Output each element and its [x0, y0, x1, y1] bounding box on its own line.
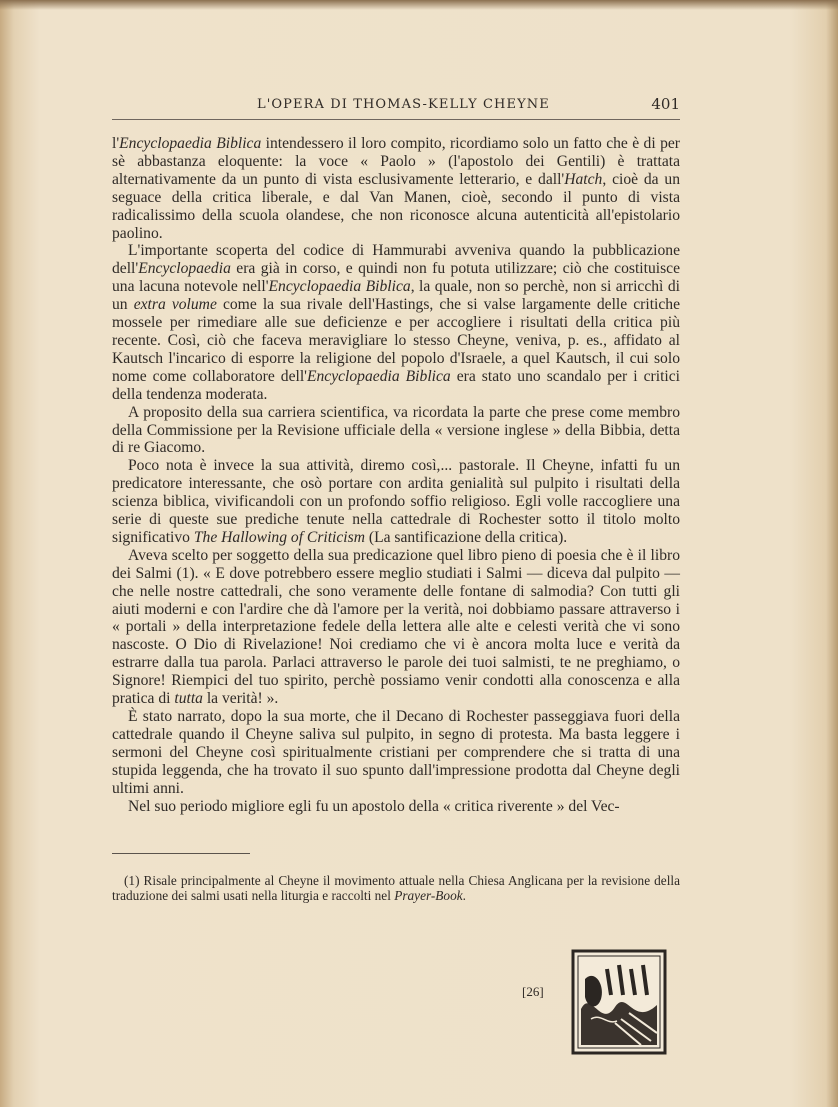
text-run: A proposito della sua carriera scientifica, va ricordata la parte che prese come membro della Commissione per la Revisione ufficiale della « versione inglese » della Bibbia, detta di re Giacomo. — [112, 403, 680, 457]
page-number: 401 — [651, 95, 680, 113]
text-run: (1) Risale principalmente al Cheyne il movimento attuale nella Chiesa Anglicana per la revisione della traduzione dei salmi usati nella liturgia e raccolti nel — [112, 873, 680, 903]
running-title: L'OPERA DI THOMAS-KELLY CHEYNE — [257, 97, 550, 112]
italic-text: Encyclopaedia Biblica — [306, 367, 451, 385]
italic-text: Hatch — [564, 170, 603, 188]
text-run: era stato uno scandalo per i critici della tendenza moderata. — [112, 367, 680, 403]
text-run: , cioè da un seguace della critica liberale, e dal Van Manen, cioè, secondo il punto di vista radicalissimo della scuola olandese, che non riconosce alcuna autenticità all'epistolario paolino. — [112, 170, 680, 242]
paragraph — [112, 242, 680, 403]
text-run: intendessero il loro compito, ricordiamo solo un fatto che è di per sè abbastanza eloquente: la voce « Paolo » (l'apostolo dei Gentili) è trattata alternativamente da un punto di vista esclusivamente letterario, e dall' — [112, 135, 681, 188]
paragraph — [112, 798, 680, 816]
running-header — [112, 95, 680, 120]
italic-text: Encyclopaedia Biblica — [268, 278, 411, 296]
italic-text: Prayer-Book — [394, 888, 463, 903]
text-run: l' — [112, 135, 120, 152]
body-text — [112, 135, 680, 815]
text-run: (La santificazione della critica). — [364, 528, 568, 546]
library-stamp-icon — [571, 949, 667, 1055]
text-run: . — [462, 888, 466, 903]
paragraph — [112, 547, 680, 708]
text-run: Aveva scelto per soggetto della sua predicazione quel libro pieno di poesia che è il libro dei Salmi (1). « E dove potrebbero essere meglio studiati i Salmi — diceva dal pulpito — che nelle nostre cattedrali, che sono veramente delle fontane di salmodia? Con tutti gli aiuti moderni e con l'ardire che dà l'amore per la verità, noi dobbiamo passare attraverso i « portali » della interpretazione fedele della lettera alle alte e celesti verità che vi sono nascoste. O Dio di Rivelazione! Noi crediamo che vi è ancora molta luce e verità da estrarre dalla tua parola. Parlaci attraverso le parole dei tuoi salmisti, te ne preghiamo, o Signore! Riempici del tuo spirito, perchè possiamo venir condotti alla conoscenza e alla pratica di — [112, 546, 680, 708]
paragraph — [112, 135, 680, 242]
italic-text: The Hallowing of Criticism — [193, 528, 365, 546]
italic-text: extra volume — [133, 296, 217, 314]
paragraph — [112, 457, 680, 547]
italic-text: Encyclopaedia — [138, 260, 231, 278]
text-run: Poco nota è invece la sua attività, diremo così,... pastorale. Il Cheyne, infatti fu un predicatore interessante, che osò portare con ardita genialità sul pulpito i risultati della scienza biblica, vivificandoli con un profondo soffio religioso. Egli volle raccogliere una serie di queste sue prediche tenute nella cattedrale di Rochester sotto il titolo molto significativo — [112, 457, 680, 546]
text-run: , la quale, non so perchè, non si arricchì di un — [112, 278, 680, 314]
footnote — [112, 873, 680, 903]
text-run: come la sua rivale dell'Hastings, che si valse largamente delle critiche mossele per rimediare alle sue deficienze e per accogliere i risultati della critica più recente. Così, ciò che faceva meravigliare lo stesso Cheyne, veniva, p. es., affidato al Kautsch l'incarico di esporre la religione del popolo d'Israele, a quel Kautsch, il cui solo nome come collaboratore dell' — [112, 296, 681, 385]
footnote-rule — [112, 853, 250, 854]
paragraph — [112, 708, 680, 798]
italic-text: tutta — [174, 690, 203, 708]
text-run: la verità! ». — [202, 690, 279, 708]
text-run: era già in corso, e quindi non fu potuta utilizzare; ciò che costituisce una lacuna notevole nell' — [112, 260, 680, 296]
text-run: È stato narrato, dopo la sua morte, che il Decano di Rochester passeggiava fuori della cattedrale quando il Cheyne saliva sul pulpito, in segno di protesta. Ma basta leggere i sermoni del Cheyne così spiritualmente cristiani per comprendere che si tratta di una stupida leggenda, che ha trovato il suo spunto dall'impressione prodotta dal Cheyne degli ultimi anni. — [112, 708, 680, 797]
italic-text: Encyclopaedia Biblica — [119, 135, 262, 152]
text-run: L'importante scoperta del codice di Hammurabi avveniva quando la pubblicazione dell' — [112, 242, 680, 278]
text-run: Nel suo periodo migliore egli fu un apostolo della « critica riverente » del Vec- — [128, 797, 620, 815]
paragraph — [112, 404, 680, 458]
folio-number: [26] — [522, 984, 544, 999]
